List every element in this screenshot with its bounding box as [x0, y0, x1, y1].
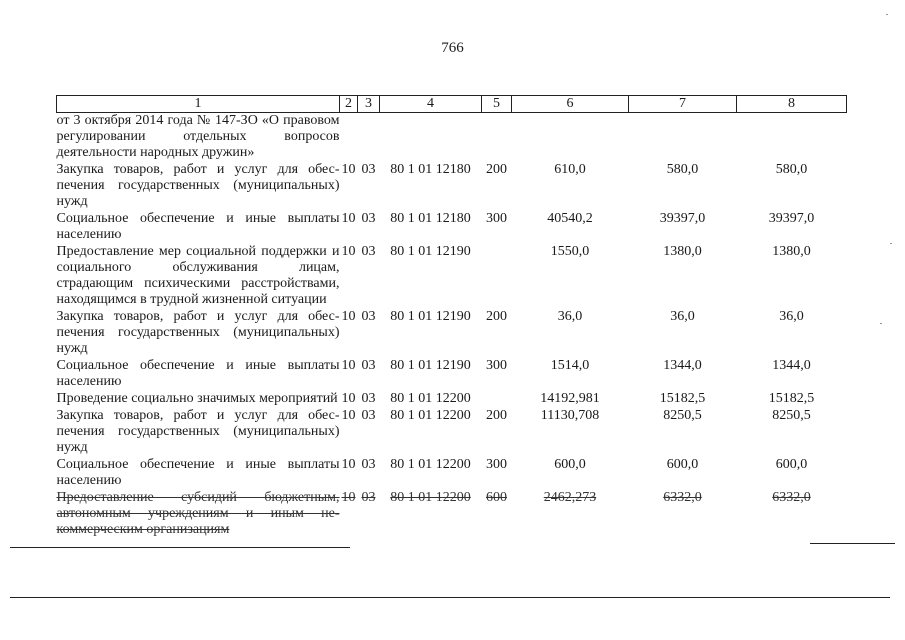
- row-value-cell-2: 10: [341, 309, 356, 324]
- scan-line: [10, 547, 350, 548]
- row-value-cell-7: 39397,0: [659, 211, 706, 226]
- row-value-cell-2: 10: [341, 244, 356, 259]
- row-value-cell-7: 36,0: [670, 309, 695, 324]
- scan-speck: [890, 243, 892, 244]
- row-value-cell-3: 03: [361, 244, 376, 259]
- row-name-cell: Проведение социально значимых мероприятий: [56, 391, 338, 406]
- table-row: [57, 490, 847, 539]
- row-value-cell-7: 1380,0: [663, 244, 702, 259]
- column-header-6: 6: [512, 96, 629, 113]
- header-row: [57, 96, 847, 113]
- column-header-1: 1: [57, 96, 340, 113]
- budget-table: [56, 95, 847, 539]
- scan-line: [810, 543, 895, 544]
- row-value-cell-2: 10: [341, 490, 356, 505]
- row-value-cell-3: 03: [361, 490, 376, 505]
- scan-line: [10, 597, 890, 598]
- row-value-cell-3: 03: [361, 162, 376, 177]
- row-value-cell-8: 36,0: [779, 309, 804, 324]
- row-value-cell-4: 80 1 01 12200: [390, 391, 471, 406]
- table-row: [57, 211, 847, 244]
- row-value-cell-6: 600,0: [554, 457, 586, 472]
- row-value-cell-2: 10: [341, 358, 356, 373]
- table-row: [57, 162, 847, 211]
- row-value-cell-8: 15182,5: [768, 391, 815, 406]
- row-value-cell-6: 610,0: [554, 162, 586, 177]
- row-value-cell-7: 600,0: [666, 457, 699, 472]
- scan-speck: [886, 14, 888, 15]
- row-name-cell: Предоставление субсидий бюджетным, автономным учреждениям и иным некоммерческим организациям: [56, 490, 340, 537]
- row-value-cell-2: 10: [341, 408, 356, 423]
- table-row: [57, 457, 847, 490]
- row-value-cell-6: 40540,2: [547, 211, 593, 226]
- row-value-cell-4: 80 1 01 12200: [390, 490, 471, 505]
- page-number: 766: [441, 40, 464, 56]
- row-value-cell-2: 10: [341, 457, 356, 472]
- row-value-cell-5: 200: [486, 309, 507, 324]
- row-value-cell-7: 6332,0: [663, 490, 702, 505]
- scan-speck: [880, 323, 882, 324]
- column-header-2: 2: [340, 96, 358, 113]
- table-body: [57, 113, 847, 540]
- row-name-cell: Закупка товаров, работ и услуг для обеспечения государственных (муниципальных) нужд: [56, 309, 340, 356]
- row-value-cell-4: [380, 113, 482, 163]
- row-value-cell-6: 36,0: [557, 309, 583, 324]
- row-value-cell-8: 600,0: [775, 457, 808, 472]
- row-value-cell-6: [512, 113, 629, 163]
- row-value-cell-4: 80 1 01 12180: [390, 211, 471, 226]
- row-value-cell-5: 300: [486, 211, 507, 226]
- row-value-cell-2: 10: [341, 391, 356, 406]
- table-row: [57, 244, 847, 309]
- table-row: [57, 358, 847, 391]
- row-value-cell-4: 80 1 01 12190: [390, 244, 471, 259]
- row-name-cell: Предоставление мер социальной поддержки и социального обслуживания лицам, страдающим психическими расстройствами, находящимся в трудной жизненной ситуации: [56, 244, 340, 307]
- row-value-cell-8: 8250,5: [772, 408, 811, 423]
- row-value-cell-7: 1344,0: [663, 358, 702, 373]
- row-value-cell-6: 1550,0: [550, 244, 590, 259]
- row-value-cell-5: [482, 244, 512, 309]
- row-value-cell-8: 39397,0: [768, 211, 815, 226]
- row-name-cell: Закупка товаров, работ и услуг для обеспечения государственных (муниципальных) нужд: [56, 408, 340, 455]
- row-name-cell: Социальное обеспечение и иные выплаты населению: [56, 211, 340, 242]
- row-value-cell-5: [482, 391, 512, 408]
- row-value-cell-7: 580,0: [666, 162, 699, 177]
- row-value-cell-2: [340, 113, 358, 163]
- row-name-cell: от 3 октября 2014 года № 147-ЗО «О правовом регулировании отдельных вопросов деятельности народных дружин»: [56, 113, 340, 160]
- row-value-cell-8: [737, 113, 847, 163]
- row-value-cell-3: 03: [361, 457, 376, 472]
- row-value-cell-8: 1344,0: [772, 358, 811, 373]
- row-value-cell-5: 300: [486, 457, 507, 472]
- row-value-cell-5: 600: [486, 490, 507, 505]
- row-value-cell-4: 80 1 01 12200: [390, 408, 471, 423]
- row-value-cell-7: 15182,5: [659, 391, 706, 406]
- row-value-cell-6: 1514,0: [550, 358, 590, 373]
- row-value-cell-3: [358, 113, 380, 163]
- table-row: [57, 309, 847, 358]
- row-value-cell-3: 03: [361, 309, 376, 324]
- row-value-cell-5: 200: [486, 408, 507, 423]
- row-value-cell-2: 10: [341, 211, 356, 226]
- column-header-8: 8: [737, 96, 847, 113]
- row-value-cell-4: 80 1 01 12200: [390, 457, 471, 472]
- column-header-7: 7: [629, 96, 737, 113]
- row-value-cell-8: 6332,0: [772, 490, 811, 505]
- row-value-cell-3: 03: [361, 358, 376, 373]
- column-header-4: 4: [380, 96, 482, 113]
- row-name-cell: Закупка товаров, работ и услуг для обеспечения государственных (муниципальных) нужд: [56, 162, 340, 209]
- row-value-cell-3: 03: [361, 408, 376, 423]
- column-header-3: 3: [358, 96, 380, 113]
- column-header-5: 5: [482, 96, 512, 113]
- row-value-cell-3: 03: [361, 391, 376, 406]
- row-value-cell-5: 300: [486, 358, 507, 373]
- row-name-cell: Социальное обеспечение и иные выплаты населению: [56, 358, 340, 389]
- table-row: [57, 408, 847, 457]
- row-value-cell-6: 2462,273: [543, 490, 597, 505]
- row-value-cell-4: 80 1 01 12180: [390, 162, 471, 177]
- row-value-cell-8: 1380,0: [772, 244, 811, 259]
- row-value-cell-4: 80 1 01 12190: [390, 309, 471, 324]
- table-row: [57, 391, 847, 408]
- table-row: [57, 113, 847, 163]
- row-name-cell: Социальное обеспечение и иные выплаты населению: [56, 457, 340, 488]
- row-value-cell-6: 11130,708: [540, 408, 600, 423]
- row-value-cell-5: [482, 113, 512, 163]
- row-value-cell-6: 14192,981: [540, 391, 600, 406]
- row-value-cell-4: 80 1 01 12190: [390, 358, 471, 373]
- row-value-cell-3: 03: [361, 211, 376, 226]
- row-value-cell-5: 200: [486, 162, 507, 177]
- row-value-cell-8: 580,0: [775, 162, 808, 177]
- row-value-cell-7: 8250,5: [663, 408, 702, 423]
- row-value-cell-7: [629, 113, 737, 163]
- row-value-cell-2: 10: [341, 162, 356, 177]
